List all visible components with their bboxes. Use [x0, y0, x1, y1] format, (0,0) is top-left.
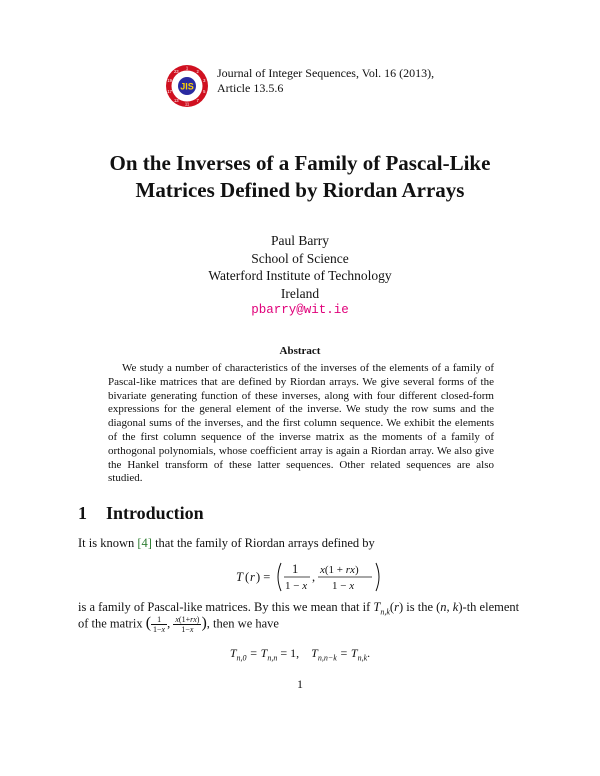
svg-text:1 − x: 1 − x	[285, 580, 308, 592]
journal-citation	[217, 66, 434, 96]
title-line-1: On the Inverses of a Family of Pascal-Like	[109, 151, 491, 175]
author-country: Ireland	[280, 285, 320, 301]
svg-text:r: r	[250, 570, 255, 584]
svg-text:(: (	[245, 570, 250, 584]
author-name: Paul Barry	[270, 233, 330, 248]
journal-line-2: Article 13.5.6	[217, 81, 284, 95]
intro-text: It is known	[78, 536, 138, 550]
logo-number: 1	[185, 65, 189, 71]
author-institute: Waterford Institute of Technology	[208, 268, 392, 283]
svg-text:) =: ) =	[256, 570, 271, 584]
svg-text:T: T	[236, 570, 243, 584]
svg-text:,: ,	[312, 570, 316, 584]
intro-text: -th element	[462, 600, 520, 614]
abstract-heading: Abstract	[279, 345, 321, 357]
section-title: Introduction	[106, 503, 204, 523]
svg-text:1: 1	[292, 562, 299, 576]
logo-number: 23	[173, 68, 179, 74]
title-line-2: Matrices Defined by Riordan Arrays	[135, 178, 465, 202]
paper-title	[0, 150, 600, 204]
journal-line-1: Journal of Integer Sequences, Vol. 16 (2013),	[217, 66, 435, 80]
citation-link[interactable]: [4]	[137, 536, 152, 550]
logo-number: 2	[196, 68, 199, 74]
intro-paragraph-3: of the matrix ( $\frac{1}{1-x}$ , $\frac{x(1+rx)}{1-x}$ ), then we have	[78, 614, 279, 634]
abstract-text: We study a number of characteristics of the inverses of the elements of a family of Pascal-like matrices that are defined by Riordan arrays. We give several forms of the bivariate generating function of these inverses, along with four different closed-form expressions for the general element of the inverse. We study the row sums and the diagonal sums of the inverses, and the first column sequence. We exhibit the elements of the first column sequence of the inverse matrix as the moments of a family of orthogonal polynomials, whose coefficient array is again a Riordan array. We also give the Hankel transform of these latter sequences. Other related sequences are also studied.	[108, 362, 494, 485]
logo-number: 19	[167, 77, 173, 83]
jis-logo-text: JIS	[180, 81, 194, 92]
intro-text: that the family of Riordan arrays defined by	[151, 536, 375, 550]
boundary-equation: $T_{n,0} = T_{n,n} = 1$, $T_{n,n-k} = T_{n,k}$.	[229, 646, 371, 663]
logo-number: 13	[173, 98, 179, 104]
section-number: 1	[78, 503, 87, 523]
svg-text:x(1 + rx): x(1 + rx)	[320, 564, 359, 576]
logo-number: 5	[203, 89, 206, 95]
intro-text: is a family of Pascal-like matrices. By this we mean that if	[78, 600, 374, 614]
author-email-link[interactable]: pbarry@wit.ie	[251, 303, 349, 317]
intro-paragraph-1	[78, 535, 522, 551]
page-number: 1	[297, 677, 303, 691]
intro-text: of the matrix	[78, 616, 146, 631]
author-block	[0, 232, 600, 320]
logo-number: 11	[184, 101, 190, 107]
logo-number: 17	[167, 89, 173, 95]
logo-number: 7	[196, 98, 199, 104]
logo-number: 3	[203, 77, 206, 83]
jis-logo	[165, 64, 209, 108]
intro-text: , then we have	[206, 616, 279, 631]
svg-text:1 − x: 1 − x	[332, 580, 355, 592]
intro-paragraph-2: is a family of Pascal-like matrices. By this we mean that if $T_{n,k}(r)$ is the (n, k)-th element	[78, 600, 520, 617]
author-school: School of Science	[251, 250, 349, 266]
section-heading	[78, 503, 204, 524]
riordan-array-equation	[0, 557, 600, 597]
intro-text: is the	[403, 600, 437, 614]
